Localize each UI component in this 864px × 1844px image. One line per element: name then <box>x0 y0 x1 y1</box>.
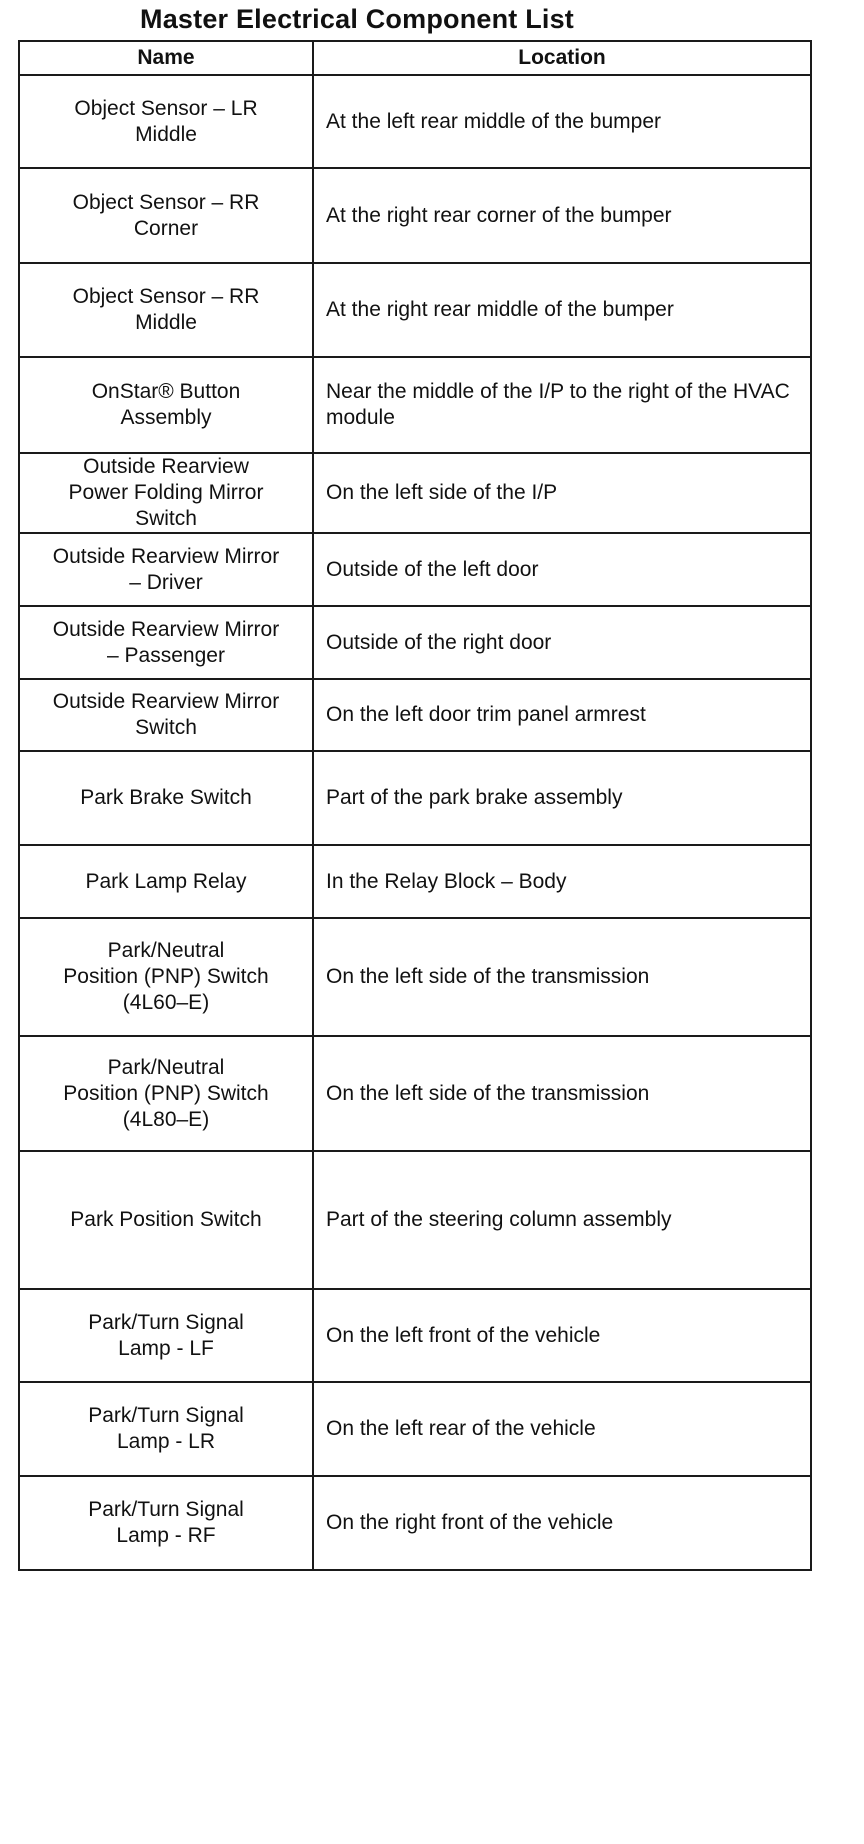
component-name-line: Lamp - LF <box>118 1336 214 1360</box>
component-location: Part of the park brake assembly <box>313 751 811 845</box>
component-name-line: Park Lamp Relay <box>85 869 247 893</box>
component-name-line: Park/Turn Signal <box>88 1498 244 1521</box>
component-name-line: Middle <box>135 122 197 146</box>
component-name-line: Assembly <box>120 406 212 429</box>
component-name-line: Object Sensor – RR <box>72 190 260 214</box>
component-name <box>19 679 313 751</box>
table-row <box>19 1151 811 1289</box>
component-name-line: Object Sensor – LR <box>74 96 258 120</box>
component-location: On the left side of the transmission <box>313 918 811 1036</box>
component-name-line: Outside Rearview Mirror <box>52 690 280 713</box>
component-name-line: Outside Rearview Mirror <box>52 544 280 568</box>
component-name-line: Lamp - RF <box>116 1524 216 1547</box>
component-location: Outside of the left door <box>313 533 811 606</box>
component-name-line: Park Brake Switch <box>80 786 252 809</box>
table-row <box>19 751 811 845</box>
table-row <box>19 679 811 751</box>
column-header-name: Name <box>19 41 313 75</box>
component-location: At the left rear middle of the bumper <box>313 75 811 168</box>
component-name <box>19 918 313 1036</box>
component-name-line: (4L80–E) <box>122 1107 210 1131</box>
component-name <box>19 263 313 357</box>
component-location: At the right rear middle of the bumper <box>313 263 811 357</box>
component-name-line: Park/Neutral <box>107 939 225 962</box>
component-name-line: – Passenger <box>107 643 225 667</box>
component-location: On the left front of the vehicle <box>313 1289 811 1382</box>
component-name-line: Park/Turn Signal <box>88 1404 244 1427</box>
component-name <box>19 606 313 679</box>
component-name <box>19 845 313 918</box>
component-name <box>19 1036 313 1151</box>
table-row <box>19 263 811 357</box>
table-row <box>19 918 811 1036</box>
component-name-line: Outside Rearview <box>83 455 249 478</box>
table-row <box>19 357 811 453</box>
table-row <box>19 845 811 918</box>
component-name-line: Lamp - LR <box>116 1430 216 1453</box>
component-name <box>19 357 313 453</box>
component-name-line: Corner <box>133 216 199 240</box>
component-name-line: Park Position Switch <box>70 1208 262 1231</box>
page-title: Master Electrical Component List <box>140 4 574 34</box>
component-name-line: Park/Turn Signal <box>88 1310 244 1334</box>
component-name-line: Power Folding Mirror <box>68 481 264 504</box>
component-location: On the left side of the I/P <box>313 453 811 533</box>
column-header-location: Location <box>313 41 811 75</box>
component-name-line: Switch <box>135 507 197 530</box>
component-name <box>19 1476 313 1570</box>
component-name-line: (4L60–E) <box>122 991 210 1014</box>
table-row <box>19 1382 811 1476</box>
component-name <box>19 533 313 606</box>
component-name <box>19 75 313 168</box>
component-name <box>19 1151 313 1289</box>
table-row <box>19 168 811 263</box>
component-location: In the Relay Block – Body <box>313 845 811 918</box>
table-row <box>19 606 811 679</box>
table-row <box>19 1289 811 1382</box>
component-location: At the right rear corner of the bumper <box>313 168 811 263</box>
component-location: On the left door trim panel armrest <box>313 679 811 751</box>
component-name <box>19 453 313 533</box>
component-name <box>19 1289 313 1382</box>
table-row <box>19 1036 811 1151</box>
component-location: On the right front of the vehicle <box>313 1476 811 1570</box>
component-name-line: Object Sensor – RR <box>72 285 260 308</box>
component-location: Outside of the right door <box>313 606 811 679</box>
component-location: Part of the steering column assembly <box>313 1151 811 1289</box>
table-row <box>19 533 811 606</box>
table-header-row <box>19 41 811 75</box>
component-name-line: Position (PNP) Switch <box>63 1081 269 1105</box>
component-name-line: Park/Neutral <box>107 1055 225 1079</box>
component-location: On the left rear of the vehicle <box>313 1382 811 1476</box>
component-name <box>19 168 313 263</box>
component-name <box>19 1382 313 1476</box>
component-name <box>19 751 313 845</box>
component-name-line: – Driver <box>129 570 203 594</box>
component-location: On the left side of the transmission <box>313 1036 811 1151</box>
component-table <box>18 40 812 1571</box>
table-row <box>19 75 811 168</box>
component-name-line: Switch <box>135 716 197 739</box>
component-name-line: Outside Rearview Mirror <box>52 617 280 641</box>
table-row <box>19 453 811 533</box>
table-body <box>19 75 811 1570</box>
component-name-line: OnStar® Button <box>91 380 241 403</box>
table-row <box>19 1476 811 1570</box>
component-name-line: Middle <box>135 311 197 334</box>
component-location: Near the middle of the I/P to the right of the HVAC module <box>313 357 811 453</box>
component-name-line: Position (PNP) Switch <box>63 965 269 988</box>
